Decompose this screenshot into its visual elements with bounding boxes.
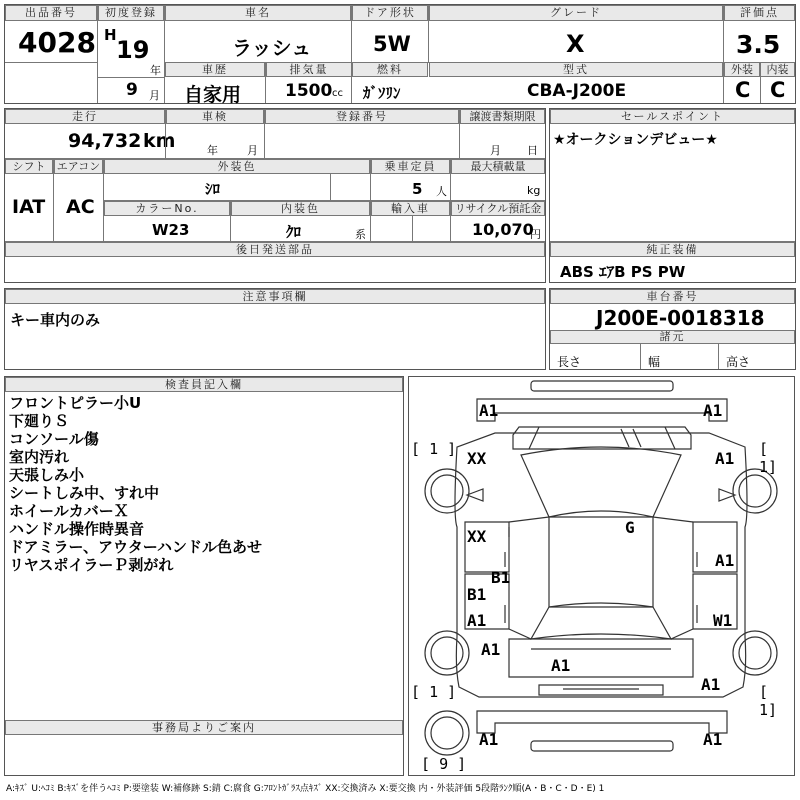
shift: IAT <box>12 196 46 218</box>
ext-color-label: 外装色 <box>104 159 370 174</box>
mark-rear-door-right: W1 <box>713 611 733 630</box>
grade: X <box>566 30 585 58</box>
notes-text: キー車内のみ <box>10 311 101 329</box>
max-load-unit: kg <box>527 184 541 197</box>
reg-year: 19 <box>116 36 150 64</box>
capacity: 5 <box>412 180 423 198</box>
mark-rear-door-left-2: A1 <box>467 611 487 630</box>
equipment-text: ABS ｴｱB PS PW <box>560 263 686 281</box>
legend: A:ｷｽﾞ U:ﾍｺﾐ B:ｷｽﾞを伴うﾍｺﾐ P:要塗装 W:補修跡 S:錆 C:腐食 G:ﾌﾛﾝﾄｶﾞﾗｽ点ｷｽﾞ XX:交換済み X:要交換 内・外装評価 5段階ﾗﾝｸ順(A・B・C・D・E) 1 <box>6 784 605 794</box>
lot-label: 出品番号 <box>5 5 97 21</box>
mark-quarter-right: A1 <box>701 675 721 694</box>
mark-windshield: G <box>625 518 635 537</box>
score: 3.5 <box>736 30 781 59</box>
mileage: 94,732 <box>68 130 142 152</box>
spec-label: 諸元 <box>550 330 795 344</box>
damage-diagram <box>408 376 795 776</box>
mark-front-door-right: A1 <box>715 551 735 570</box>
mileage-label: 走行 <box>5 109 165 124</box>
door-type: 5W <box>373 32 411 56</box>
mark-fender-right: A1 <box>715 449 735 468</box>
color-no-label: カラーNo. <box>104 201 230 216</box>
displacement-label: 排気量 <box>266 62 352 77</box>
mark-rear-door-left-1: B1 <box>467 585 487 604</box>
int-color-label: 内装色 <box>231 201 370 216</box>
inspector-line: 天張しみ小 <box>9 466 85 484</box>
history: 自家用 <box>184 84 242 106</box>
height-label: 高さ <box>726 355 751 369</box>
color-no: W23 <box>152 221 190 239</box>
mark-front-door-left: XX <box>467 527 487 546</box>
import-label: 輸入車 <box>371 201 450 216</box>
chassis-label: 車台番号 <box>550 289 795 304</box>
inspector-line: ホイールカバーＸ <box>9 502 129 520</box>
door-label: ドア形状 <box>352 5 428 21</box>
ac: AC <box>66 196 95 218</box>
interior-label: 内装 <box>760 62 795 77</box>
width-label: 幅 <box>648 355 661 369</box>
fuel: ｶﾞｿﾘﾝ <box>363 84 401 102</box>
transfer-month-unit: 月 <box>490 144 501 157</box>
mark-pillar-left: B1 <box>491 568 511 587</box>
chassis-number: J200E-0018318 <box>596 306 765 330</box>
capacity-label: 乗車定員 <box>371 159 450 174</box>
tire-spare-value: 9 <box>439 755 449 773</box>
office-label: 事務局よりご案内 <box>5 720 403 735</box>
tire-rear-right-value: 1 <box>759 701 769 719</box>
car-outline <box>409 377 794 775</box>
mark-rear-left: A1 <box>479 730 499 749</box>
tire-front-right-value: 1 <box>759 458 769 476</box>
mark-front-left: A1 <box>479 401 499 420</box>
inspector-line: 下廻りＳ <box>9 412 70 430</box>
tire-spare: [ 9 ] <box>421 755 467 773</box>
inspector-lines <box>9 394 262 574</box>
tire-front-right: [ 1] <box>759 440 778 476</box>
displacement-unit: cc <box>332 88 343 99</box>
car-name-label: 車名 <box>165 5 351 21</box>
mark-front-right: A1 <box>703 401 723 420</box>
exterior-label: 外装 <box>724 62 760 77</box>
month-unit: 月 <box>149 89 160 102</box>
inspector-line: ハンドル操作時異音 <box>9 520 145 538</box>
mark-roof-rear: A1 <box>551 656 571 675</box>
mark-fender-left: XX <box>467 449 487 468</box>
mileage-unit: km <box>143 130 176 152</box>
mark-quarter-left: A1 <box>481 640 501 659</box>
tire-rear-left: [ 1 ] <box>411 683 457 701</box>
int-color-unit: 系 <box>355 228 366 241</box>
tire-front-left: [ 1 ] <box>411 440 457 458</box>
recycle: 10,070 <box>472 220 534 239</box>
first-reg-label: 初度登録 <box>98 5 164 21</box>
ext-color: ｼﾛ <box>205 180 221 198</box>
lot-number: 4028 <box>18 26 96 59</box>
int-color: ｸﾛ <box>286 223 302 241</box>
tire-rear-right: [ 1] <box>759 683 778 719</box>
tire-rear-left-value: 1 <box>429 683 439 701</box>
ac-label: エアコン <box>54 159 103 174</box>
inspector-line: ドアミラー、アウターハンドル色あせ <box>9 538 263 556</box>
reg-number-label: 登録番号 <box>265 109 459 124</box>
exterior-grade: C <box>735 78 751 102</box>
era: H <box>104 26 117 44</box>
reg-month: 9 <box>126 80 138 100</box>
length-label: 長さ <box>557 355 582 369</box>
history-label: 車歴 <box>165 62 265 77</box>
year-unit: 年 <box>150 64 161 77</box>
inspector-line: コンソール傷 <box>9 430 99 448</box>
score-label: 評価点 <box>724 5 795 21</box>
model-label: 型式 <box>429 62 723 77</box>
transfer-label: 譲渡書類期限 <box>460 109 545 124</box>
inspection-label: 車検 <box>166 109 264 124</box>
inspector-line: シートしみ中、すれ中 <box>9 484 160 502</box>
inspector-line: フロントピラー小U <box>9 394 142 412</box>
displacement: 1500 <box>285 81 333 101</box>
mark-rear-right: A1 <box>703 730 723 749</box>
inspector-line: リヤスポイラーＰ剥がれ <box>9 556 174 574</box>
recycle-unit: 円 <box>530 228 541 241</box>
notes-label: 注意事項欄 <box>5 289 545 304</box>
fuel-label: 燃料 <box>352 62 428 77</box>
equipment-label: 純正装備 <box>550 242 795 257</box>
tire-front-left-value: 1 <box>429 440 439 458</box>
insp-year-unit: 年 <box>207 144 218 157</box>
transfer-day-unit: 日 <box>527 144 538 157</box>
grade-label: グレード <box>429 5 723 21</box>
interior-grade: C <box>770 78 786 102</box>
sales-point-text: ★オークションデビュー★ <box>553 132 718 148</box>
inspector-line: 室内汚れ <box>9 448 70 466</box>
max-load-label: 最大積載量 <box>451 159 545 174</box>
parts-label: 後日発送部品 <box>5 242 545 257</box>
sales-point-label: セールスポイント <box>550 109 795 124</box>
insp-month-unit: 月 <box>247 144 258 157</box>
shift-label: シフト <box>5 159 53 174</box>
recycle-label: リサイクル預託金 <box>451 201 545 216</box>
car-name: ラッシュ <box>232 36 312 60</box>
model: CBA-J200E <box>527 81 627 101</box>
inspector-label: 検査員記入欄 <box>5 377 403 392</box>
capacity-unit: 人 <box>436 185 447 198</box>
